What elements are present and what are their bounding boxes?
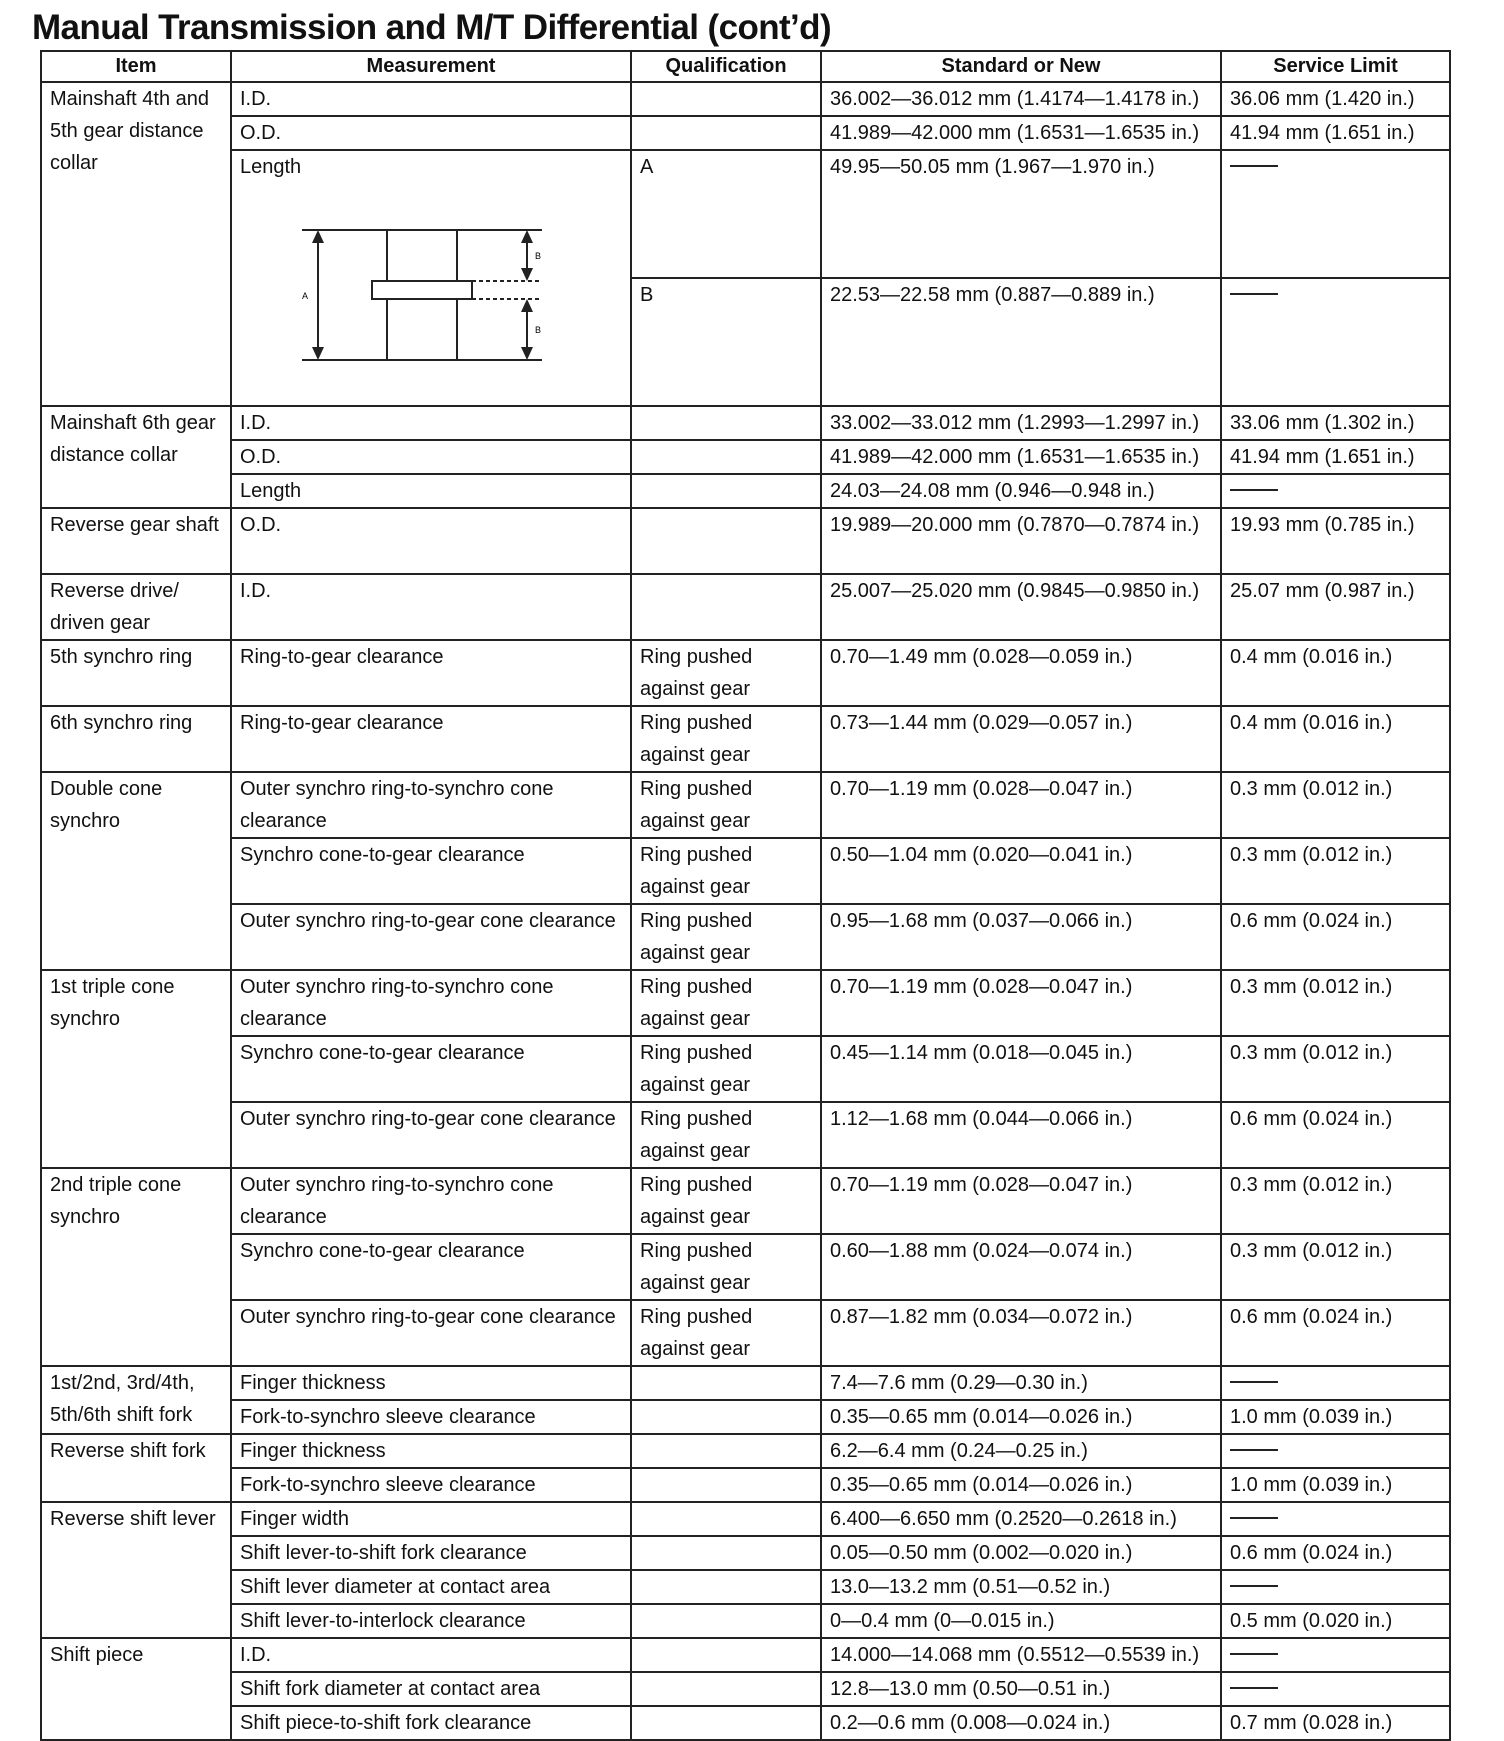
dash-mark xyxy=(1230,293,1278,295)
limit-cell xyxy=(1221,1366,1450,1400)
qualification-cell xyxy=(631,440,821,474)
limit-cell: 25.07 mm (0.987 in.) xyxy=(1221,574,1450,640)
table-row xyxy=(41,1536,1450,1570)
table-row xyxy=(41,82,1450,116)
limit-cell: 0.5 mm (0.020 in.) xyxy=(1221,1604,1450,1638)
measurement-cell: Outer synchro ring-to-gear cone clearance xyxy=(231,1102,631,1168)
limit-cell: 0.6 mm (0.024 in.) xyxy=(1221,1300,1450,1366)
standard-cell: 33.002—33.012 mm (1.2993—1.2997 in.) xyxy=(821,406,1221,440)
qualification-cell: Ring pushed against gear xyxy=(631,1168,821,1234)
standard-cell: 0.60—1.88 mm (0.024—0.074 in.) xyxy=(821,1234,1221,1300)
limit-cell: 1.0 mm (0.039 in.) xyxy=(1221,1400,1450,1434)
item-cell: Double cone synchro xyxy=(41,772,231,970)
qualification-cell xyxy=(631,82,821,116)
measurement-cell: Outer synchro ring-to-gear cone clearance xyxy=(231,1300,631,1366)
standard-cell: 49.95—50.05 mm (1.967—1.970 in.) xyxy=(821,150,1221,278)
measurement-cell: I.D. xyxy=(231,574,631,640)
header-measurement: Measurement xyxy=(231,51,631,82)
limit-cell: 0.4 mm (0.016 in.) xyxy=(1221,706,1450,772)
qualification-cell: Ring pushed against gear xyxy=(631,1036,821,1102)
measurement-cell xyxy=(231,150,631,406)
limit-cell: 0.3 mm (0.012 in.) xyxy=(1221,772,1450,838)
dash-mark xyxy=(1230,489,1278,491)
item-cell: 1st/2nd, 3rd/4th, 5th/6th shift fork xyxy=(41,1366,231,1434)
table-row xyxy=(41,440,1450,474)
item-cell: 5th synchro ring xyxy=(41,640,231,706)
table-row xyxy=(41,706,1450,772)
standard-cell: 0.05—0.50 mm (0.002—0.020 in.) xyxy=(821,1536,1221,1570)
standard-cell: 1.12—1.68 mm (0.044—0.066 in.) xyxy=(821,1102,1221,1168)
standard-cell: 0.45—1.14 mm (0.018—0.045 in.) xyxy=(821,1036,1221,1102)
measurement-cell: Ring-to-gear clearance xyxy=(231,640,631,706)
measurement-cell: Outer synchro ring-to-synchro cone clearance xyxy=(231,970,631,1036)
table-row xyxy=(41,1604,1450,1638)
qualification-cell xyxy=(631,508,821,574)
measurement-cell: I.D. xyxy=(231,82,631,116)
header-qualification: Qualification xyxy=(631,51,821,82)
standard-cell: 0.2—0.6 mm (0.008—0.024 in.) xyxy=(821,1706,1221,1740)
limit-cell xyxy=(1221,150,1450,278)
limit-cell: 0.3 mm (0.012 in.) xyxy=(1221,1168,1450,1234)
standard-cell: 25.007—25.020 mm (0.9845—0.9850 in.) xyxy=(821,574,1221,640)
table-row xyxy=(41,1400,1450,1434)
qualification-cell xyxy=(631,1468,821,1502)
qualification-cell xyxy=(631,406,821,440)
header-standard: Standard or New xyxy=(821,51,1221,82)
standard-cell: 0.70—1.19 mm (0.028—0.047 in.) xyxy=(821,1168,1221,1234)
item-cell: Reverse shift fork xyxy=(41,1434,231,1502)
limit-cell xyxy=(1221,1672,1450,1706)
measurement-cell: I.D. xyxy=(231,406,631,440)
standard-cell: 6.2—6.4 mm (0.24—0.25 in.) xyxy=(821,1434,1221,1468)
qualification-cell: Ring pushed against gear xyxy=(631,904,821,970)
table-row xyxy=(41,1366,1450,1400)
measurement-cell: Fork-to-synchro sleeve clearance xyxy=(231,1468,631,1502)
qualification-cell xyxy=(631,1706,821,1740)
qualification-cell xyxy=(631,1638,821,1672)
table-row xyxy=(41,1706,1450,1740)
item-cell: 2nd triple cone synchro xyxy=(41,1168,231,1366)
table-row xyxy=(41,406,1450,440)
standard-cell: 24.03—24.08 mm (0.946—0.948 in.) xyxy=(821,474,1221,508)
qualification-cell: A xyxy=(631,150,821,278)
measurement-cell: Shift lever diameter at contact area xyxy=(231,1570,631,1604)
measurement-cell: Synchro cone-to-gear clearance xyxy=(231,838,631,904)
limit-cell xyxy=(1221,1434,1450,1468)
item-cell: Mainshaft 4th and 5th gear distance collar xyxy=(41,82,231,406)
limit-cell xyxy=(1221,1570,1450,1604)
table-row xyxy=(41,772,1450,838)
qualification-cell xyxy=(631,1366,821,1400)
measurement-cell: Finger thickness xyxy=(231,1434,631,1468)
limit-cell xyxy=(1221,1502,1450,1536)
measurement-cell: Shift piece-to-shift fork clearance xyxy=(231,1706,631,1740)
table-row xyxy=(41,1502,1450,1536)
spec-table xyxy=(40,50,1451,1741)
standard-cell: 0—0.4 mm (0—0.015 in.) xyxy=(821,1604,1221,1638)
item-cell: Reverse shift lever xyxy=(41,1502,231,1638)
standard-cell: 7.4—7.6 mm (0.29—0.30 in.) xyxy=(821,1366,1221,1400)
table-row xyxy=(41,574,1450,640)
measurement-cell: Finger thickness xyxy=(231,1366,631,1400)
qualification-cell xyxy=(631,474,821,508)
measurement-cell: Finger width xyxy=(231,1502,631,1536)
standard-cell: 0.35—0.65 mm (0.014—0.026 in.) xyxy=(821,1400,1221,1434)
table-row xyxy=(41,1102,1450,1168)
standard-cell: 14.000—14.068 mm (0.5512—0.5539 in.) xyxy=(821,1638,1221,1672)
qualification-cell xyxy=(631,1502,821,1536)
dash-mark xyxy=(1230,1585,1278,1587)
measurement-cell: Fork-to-synchro sleeve clearance xyxy=(231,1400,631,1434)
qualification-cell xyxy=(631,1400,821,1434)
limit-cell: 0.6 mm (0.024 in.) xyxy=(1221,1536,1450,1570)
measurement-cell: Shift lever-to-interlock clearance xyxy=(231,1604,631,1638)
table-row xyxy=(41,640,1450,706)
measurement-cell: Outer synchro ring-to-gear cone clearance xyxy=(231,904,631,970)
dash-mark xyxy=(1230,1653,1278,1655)
qualification-cell xyxy=(631,1604,821,1638)
diagram-label-b: B xyxy=(535,325,542,335)
measurement-cell: Ring-to-gear clearance xyxy=(231,706,631,772)
measurement-cell: Synchro cone-to-gear clearance xyxy=(231,1234,631,1300)
item-cell: Reverse drive/ driven gear xyxy=(41,574,231,640)
table-row xyxy=(41,508,1450,574)
table-row xyxy=(41,1168,1450,1234)
table-row xyxy=(41,1434,1450,1468)
header-row xyxy=(41,51,1450,82)
table-row xyxy=(41,150,1450,278)
limit-cell: 41.94 mm (1.651 in.) xyxy=(1221,116,1450,150)
table-row xyxy=(41,970,1450,1036)
standard-cell: 0.73—1.44 mm (0.029—0.057 in.) xyxy=(821,706,1221,772)
collar-diagram xyxy=(302,225,630,375)
item-cell: Shift piece xyxy=(41,1638,231,1740)
table-row xyxy=(41,1570,1450,1604)
measurement-cell: O.D. xyxy=(231,116,631,150)
standard-cell: 0.70—1.19 mm (0.028—0.047 in.) xyxy=(821,772,1221,838)
measurement-cell: Shift lever-to-shift fork clearance xyxy=(231,1536,631,1570)
distance-collar-diagram-icon xyxy=(302,225,562,365)
qualification-cell xyxy=(631,1434,821,1468)
limit-cell: 36.06 mm (1.420 in.) xyxy=(1221,82,1450,116)
qualification-cell xyxy=(631,1672,821,1706)
measurement-cell: O.D. xyxy=(231,508,631,574)
standard-cell: 22.53—22.58 mm (0.887—0.889 in.) xyxy=(821,278,1221,406)
diagram-label-a: A xyxy=(302,291,309,301)
qualification-cell xyxy=(631,1536,821,1570)
measurement-cell: Length xyxy=(231,474,631,508)
limit-cell: 0.4 mm (0.016 in.) xyxy=(1221,640,1450,706)
limit-cell: 0.3 mm (0.012 in.) xyxy=(1221,1036,1450,1102)
header-service-limit: Service Limit xyxy=(1221,51,1450,82)
measurement-label: Length xyxy=(240,156,302,178)
item-cell: Reverse gear shaft xyxy=(41,508,231,574)
table-row xyxy=(41,1638,1450,1672)
limit-cell: 19.93 mm (0.785 in.) xyxy=(1221,508,1450,574)
qualification-cell: Ring pushed against gear xyxy=(631,1300,821,1366)
dash-mark xyxy=(1230,1381,1278,1383)
table-row xyxy=(41,1300,1450,1366)
limit-cell: 0.3 mm (0.012 in.) xyxy=(1221,1234,1450,1300)
standard-cell: 13.0—13.2 mm (0.51—0.52 in.) xyxy=(821,1570,1221,1604)
dash-mark xyxy=(1230,165,1278,167)
limit-cell xyxy=(1221,474,1450,508)
qualification-cell: Ring pushed against gear xyxy=(631,838,821,904)
table-row xyxy=(41,474,1450,508)
standard-cell: 0.70—1.49 mm (0.028—0.059 in.) xyxy=(821,640,1221,706)
table-row xyxy=(41,838,1450,904)
limit-cell: 0.7 mm (0.028 in.) xyxy=(1221,1706,1450,1740)
table-row xyxy=(41,904,1450,970)
standard-cell: 0.95—1.68 mm (0.037—0.066 in.) xyxy=(821,904,1221,970)
qualification-cell: Ring pushed against gear xyxy=(631,706,821,772)
measurement-cell: Shift fork diameter at contact area xyxy=(231,1672,631,1706)
qualification-cell: Ring pushed against gear xyxy=(631,772,821,838)
limit-cell: 0.6 mm (0.024 in.) xyxy=(1221,1102,1450,1168)
measurement-cell: Outer synchro ring-to-synchro cone clearance xyxy=(231,772,631,838)
standard-cell: 0.50—1.04 mm (0.020—0.041 in.) xyxy=(821,838,1221,904)
standard-cell: 6.400—6.650 mm (0.2520—0.2618 in.) xyxy=(821,1502,1221,1536)
standard-cell: 36.002—36.012 mm (1.4174—1.4178 in.) xyxy=(821,82,1221,116)
standard-cell: 19.989—20.000 mm (0.7870—0.7874 in.) xyxy=(821,508,1221,574)
limit-cell: 0.6 mm (0.024 in.) xyxy=(1221,904,1450,970)
limit-cell: 1.0 mm (0.039 in.) xyxy=(1221,1468,1450,1502)
standard-cell: 41.989—42.000 mm (1.6531—1.6535 in.) xyxy=(821,440,1221,474)
limit-cell: 0.3 mm (0.012 in.) xyxy=(1221,838,1450,904)
header-item: Item xyxy=(41,51,231,82)
diagram-label-b: B xyxy=(535,251,542,261)
limit-cell xyxy=(1221,278,1450,406)
qualification-cell xyxy=(631,116,821,150)
standard-cell: 0.35—0.65 mm (0.014—0.026 in.) xyxy=(821,1468,1221,1502)
limit-cell: 33.06 mm (1.302 in.) xyxy=(1221,406,1450,440)
qualification-cell: B xyxy=(631,278,821,406)
measurement-cell: I.D. xyxy=(231,1638,631,1672)
measurement-cell: O.D. xyxy=(231,440,631,474)
limit-cell: 41.94 mm (1.651 in.) xyxy=(1221,440,1450,474)
table-row xyxy=(41,1036,1450,1102)
qualification-cell: Ring pushed against gear xyxy=(631,970,821,1036)
item-cell: 6th synchro ring xyxy=(41,706,231,772)
qualification-cell xyxy=(631,1570,821,1604)
table-row xyxy=(41,1234,1450,1300)
standard-cell: 0.70—1.19 mm (0.028—0.047 in.) xyxy=(821,970,1221,1036)
limit-cell xyxy=(1221,1638,1450,1672)
dash-mark xyxy=(1230,1517,1278,1519)
page-title: Manual Transmission and M/T Differential (cont’d) xyxy=(32,8,832,47)
qualification-cell: Ring pushed against gear xyxy=(631,640,821,706)
measurement-cell: Outer synchro ring-to-synchro cone clearance xyxy=(231,1168,631,1234)
table-row xyxy=(41,1672,1450,1706)
table-row xyxy=(41,116,1450,150)
table-row xyxy=(41,1468,1450,1502)
measurement-cell: Synchro cone-to-gear clearance xyxy=(231,1036,631,1102)
dash-mark xyxy=(1230,1687,1278,1689)
standard-cell: 12.8—13.0 mm (0.50—0.51 in.) xyxy=(821,1672,1221,1706)
qualification-cell: Ring pushed against gear xyxy=(631,1102,821,1168)
qualification-cell: Ring pushed against gear xyxy=(631,1234,821,1300)
limit-cell: 0.3 mm (0.012 in.) xyxy=(1221,970,1450,1036)
standard-cell: 41.989—42.000 mm (1.6531—1.6535 in.) xyxy=(821,116,1221,150)
item-cell: Mainshaft 6th gear distance collar xyxy=(41,406,231,508)
qualification-cell xyxy=(631,574,821,640)
dash-mark xyxy=(1230,1449,1278,1451)
standard-cell: 0.87—1.82 mm (0.034—0.072 in.) xyxy=(821,1300,1221,1366)
item-cell: 1st triple cone synchro xyxy=(41,970,231,1168)
